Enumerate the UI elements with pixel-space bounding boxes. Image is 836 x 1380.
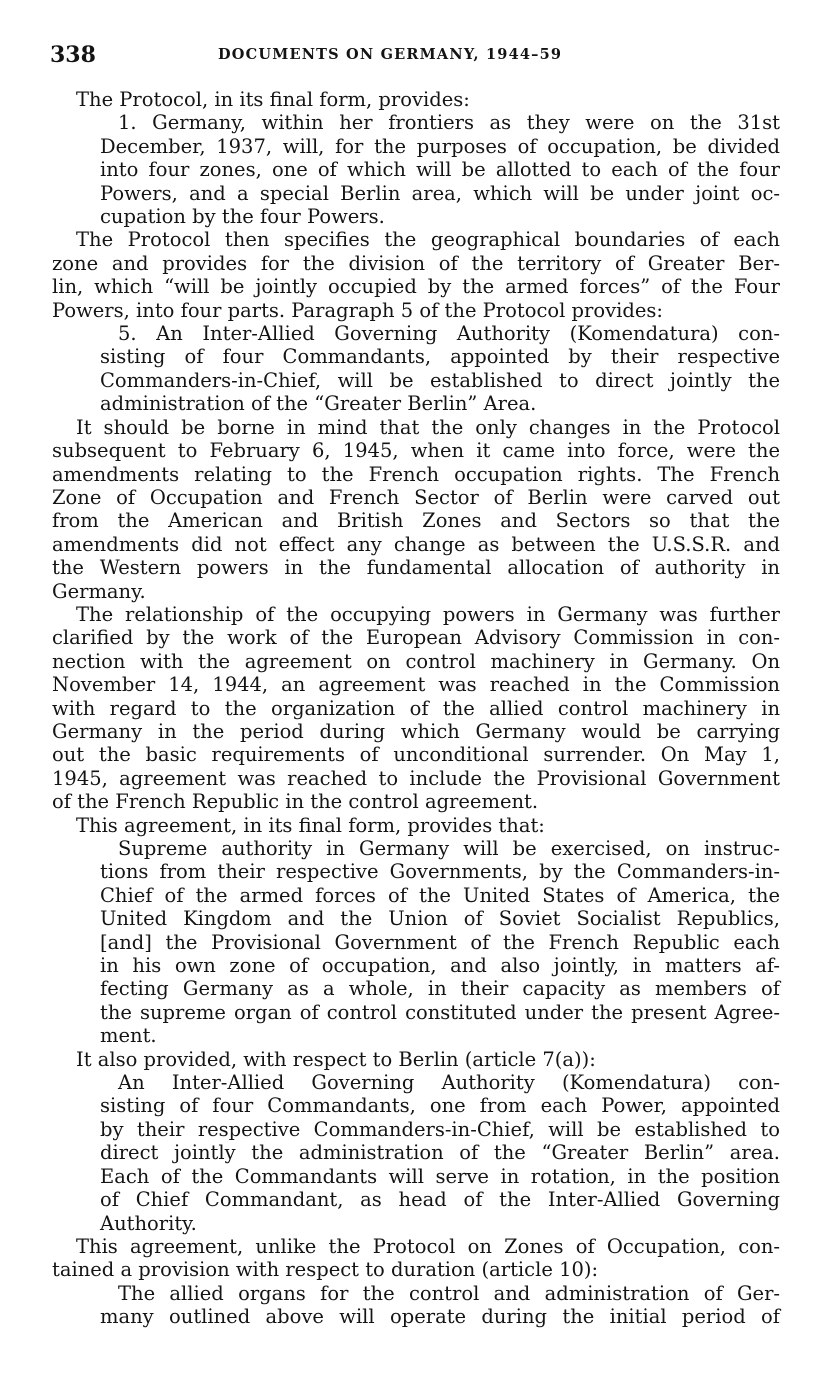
text-line: zone and provides for the division of the territory of Greater Ber- [52,251,780,275]
text-line: amendments did not effect any change as between the U.S.S.R. and [52,532,780,556]
paragraph [52,1235,780,1282]
paragraph [52,1048,780,1071]
text-line: Powers, and a special Berlin area, which will be under joint oc- [100,181,780,205]
text-line: administration of the “Greater Berlin” Area. [100,392,537,416]
text-line: tions from their respective Governments, by the Commanders-in- [100,860,780,884]
paragraph [52,416,780,603]
text-line: many outlined above will operate during the initial period of [100,1305,780,1329]
text-line: Commanders-in-Chief, will be established to direct jointly the [100,368,780,392]
page-number: 338 [50,42,96,68]
text-line: It should be borne in mind that the only changes in the Protocol [76,415,780,439]
text-line: sisting of four Commandants, appointed by their respective [100,345,780,369]
paragraph [52,228,780,322]
text-line: Germany in the period during which Germany would be carrying [52,719,780,743]
block-quote [100,1282,780,1329]
text-line: into four zones, one of which will be allotted to each of the four [100,158,780,182]
text-line: cupation by the four Powers. [100,205,385,229]
text-line: Authority. [100,1211,197,1235]
text-line: the Western powers in the fundamental allocation of authority in [52,556,780,580]
text-line: amendments relating to the French occupation rights. The French [52,462,780,486]
text-line: Supreme authority in Germany will be exercised, on instruc- [118,837,780,860]
paragraph [52,603,780,814]
document-body [52,88,780,1329]
text-line: sisting of four Commandants, one from each Power, appointed [100,1094,780,1118]
text-line: Chief of the armed forces of the United States of America, the [100,883,780,907]
text-line: out the basic requirements of unconditional surrender. On May 1, [52,743,780,767]
text-line: December, 1937, will, for the purposes of occupation, be divided [100,134,780,158]
text-line: United Kingdom and the Union of Soviet Socialist Republics, [100,907,780,931]
text-line: the supreme organ of control constituted under the present Agree- [100,1000,780,1024]
text-line: tained a provision with respect to duration (article 10): [52,1258,599,1282]
block-quote [100,1071,780,1235]
text-line: 5. An Inter-Allied Governing Authority (Komendatura) con- [118,322,780,346]
text-line: from the American and British Zones and Sectors so that the [52,509,780,533]
text-line: clarified by the work of the European Advisory Commission in con- [52,626,780,650]
text-line: The Protocol, in its final form, provides: [76,88,470,111]
text-line: November 14, 1944, an agreement was reached in the Commission [52,673,780,697]
paragraph [52,88,780,111]
text-line: nection with the agreement on control machinery in Germany. On [52,649,780,673]
text-line: ment. [100,1024,157,1048]
running-head: DOCUMENTS ON GERMANY, 1944–59 [218,46,563,63]
paragraph [52,814,780,837]
text-line: of the French Republic in the control agreement. [52,790,539,814]
text-line: Germany. [52,579,146,603]
text-line: Powers, into four parts. Paragraph 5 of the Protocol provides: [52,298,663,322]
text-line: This agreement, in its final form, provides that: [76,813,545,837]
block-quote [100,111,780,228]
text-line: subsequent to February 6, 1945, when it came into force, were the [52,439,780,463]
text-line: The allied organs for the control and administration of Ger- [118,1281,780,1305]
block-quote [100,837,780,1048]
text-line: fecting Germany as a whole, in their capacity as members of [100,977,780,1001]
text-line: 1945, agreement was reached to include the Provisional Government [52,766,780,790]
page-header [50,40,790,70]
text-line: The Protocol then specifies the geographical boundaries of each [76,228,780,252]
text-line: An Inter-Allied Governing Authority (Komendatura) con- [118,1071,780,1095]
text-line: [and] the Provisional Government of the French Republic each [100,930,780,954]
block-quote [100,322,780,416]
text-line: It also provided, with respect to Berlin (article 7(a)): [76,1047,596,1071]
text-line: by their respective Commanders-in-Chief, will be established to [100,1117,780,1141]
text-line: in his own zone of occupation, and also jointly, in matters af- [100,954,780,978]
text-line: 1. Germany, within her frontiers as they were on the 31st [118,111,780,135]
text-line: of Chief Commandant, as head of the Inter-Allied Governing [100,1188,780,1212]
text-line: with regard to the organization of the allied control machinery in [52,696,780,720]
text-line: This agreement, unlike the Protocol on Zones of Occupation, con- [76,1234,780,1258]
text-line: The relationship of the occupying powers in Germany was further [76,602,780,626]
text-line: lin, which “will be jointly occupied by the armed forces” of the Four [52,275,780,299]
text-line: direct jointly the administration of the “Greater Berlin” area. [100,1141,780,1165]
text-line: Each of the Commandants will serve in rotation, in the position [100,1164,780,1188]
text-line: Zone of Occupation and French Sector of Berlin were carved out [52,485,780,509]
